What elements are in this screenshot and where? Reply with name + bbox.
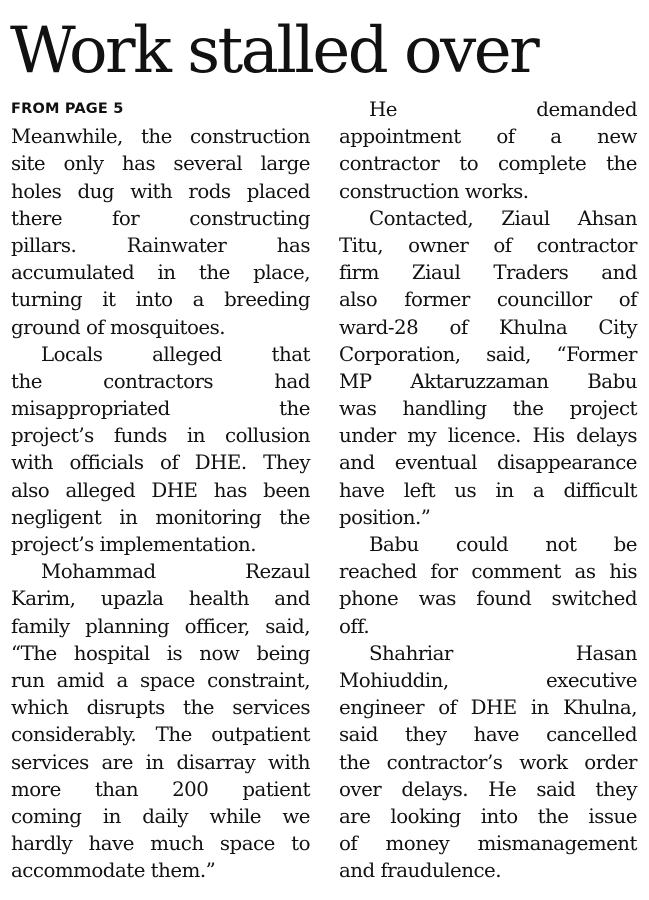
text-line: which disrupts the services (11, 696, 310, 720)
text-line: and eventual disappearance (339, 451, 637, 475)
text-line: have left us in a difficult (339, 478, 637, 502)
text-line: run amid a space constraint, (11, 668, 310, 692)
text-line: Babu could not be (369, 533, 637, 556)
text-line: with officials of DHE. They (11, 451, 310, 475)
text-line: are looking into the issue (339, 804, 637, 828)
text-line: the contractor’s work order (339, 750, 637, 774)
text-line: site only has several large (11, 152, 310, 176)
text-line: also alleged DHE has been (11, 478, 310, 502)
text-line: engineer of DHE in Khulna, (339, 696, 637, 720)
text-line: ward-28 of Khulna City (339, 315, 637, 339)
text-line: ground of mosquitoes. (11, 315, 226, 339)
text-line: Meanwhile, the construction (11, 125, 310, 149)
text-line: of money mismanagement (339, 832, 637, 856)
text-line: contractor to complete the (339, 152, 637, 176)
text-line: turning it into a breeding (11, 288, 310, 312)
article-column-left (11, 96, 310, 884)
left-column-text (11, 123, 310, 884)
text-line: project’s implementation. (11, 533, 257, 556)
text-line: more than 200 patient (11, 777, 310, 801)
text-line: services are in disarray with (11, 750, 310, 774)
text-line: Karim, upazla health and (11, 587, 310, 611)
article-column-right (339, 96, 637, 884)
text-line: accommodate them.” (11, 859, 216, 883)
text-line: Corporation, said, “Former (339, 342, 637, 366)
text-line: Titu, owner of contractor (339, 233, 637, 257)
text-line: Locals alleged that (41, 342, 310, 366)
text-line: construction works. (339, 179, 529, 203)
text-line: negligent in monitoring the (11, 505, 310, 529)
from-page-kicker: FROM PAGE 5 (11, 101, 124, 117)
text-line: Mohammad Rezaul (41, 560, 310, 584)
text-line: phone was found switched (339, 587, 637, 611)
text-line: the contractors had (11, 369, 310, 393)
text-line: Shahriar Hasan (369, 641, 637, 665)
text-line: Contacted, Ziaul Ahsan (369, 206, 637, 230)
text-line: was handling the project (339, 397, 637, 421)
text-line: misappropriated the (11, 397, 310, 421)
text-line: position.” (339, 505, 431, 529)
text-line: off. (339, 614, 370, 638)
text-line: holes dug with rods placed (11, 179, 310, 203)
text-line: coming in daily while we (11, 804, 310, 828)
text-line: “The hospital is now being (11, 641, 310, 665)
text-line: there for constructing (11, 206, 310, 230)
text-line: appointment of a new (339, 125, 637, 149)
text-line: hardly have much space to (11, 832, 310, 856)
text-line: He demanded (369, 98, 637, 121)
text-line: reached for comment as his (339, 560, 637, 584)
text-line: family planning officer, said, (11, 614, 310, 638)
text-line: said they have cancelled (339, 723, 637, 747)
text-line: considerably. The outpatient (11, 723, 310, 747)
text-line: under my licence. His delays (339, 424, 637, 448)
text-line: pillars. Rainwater has (11, 233, 310, 257)
text-line: firm Ziaul Traders and (339, 261, 637, 285)
text-line: project’s funds in collusion (11, 424, 310, 448)
text-line: accumulated in the place, (11, 261, 310, 285)
text-line: over delays. He said they (339, 777, 637, 801)
text-line: also former councillor of (339, 288, 637, 312)
text-line: Mohiuddin, executive (339, 668, 637, 692)
right-column-text (339, 96, 637, 884)
text-line: and fraudulence. (339, 859, 502, 883)
text-line: MP Aktaruzzaman Babu (339, 369, 637, 393)
headline: Work stalled over (10, 14, 538, 88)
